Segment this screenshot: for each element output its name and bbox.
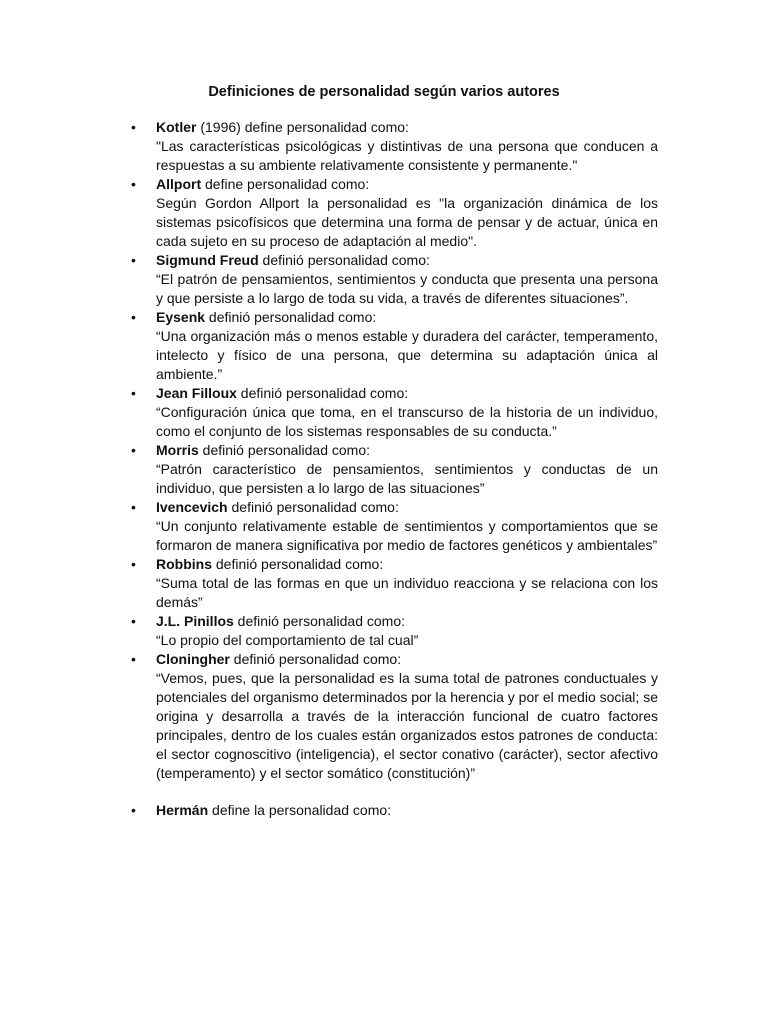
intro-text: definió personalidad como: xyxy=(233,613,406,629)
intro-text: definió personalidad como: xyxy=(198,442,371,458)
definition-text: “Vemos, pues, que la personalidad es la suma total de patrones conductuales y potenciales del organismo determinados por la herencia y por el medio social; se origina y desarrolla a través de la interacción funcional de cuatro factores principales, dentro de los cuales están organizados estos patrones de conducta: el sector cognoscitivo (inteligencia), el sector conativo (carácter), sector afectivo (temperamento) y el sector somático (constitución)” xyxy=(156,670,658,781)
author-name: Hermán xyxy=(156,802,209,818)
author-name: J.L. Pinillos xyxy=(156,613,234,629)
bullet-icon: • xyxy=(131,613,136,629)
intro-text: definió personalidad como: xyxy=(205,309,377,325)
definition-text: “Suma total de las formas en que un individuo reacciona y se relaciona con los demás” xyxy=(156,575,658,610)
list-item xyxy=(131,251,658,308)
item-heading xyxy=(156,555,658,574)
bullet-icon: • xyxy=(131,442,136,458)
intro-text: definió personalidad como: xyxy=(229,651,402,667)
author-name: Robbins xyxy=(156,556,212,572)
list-item xyxy=(131,384,658,441)
item-heading xyxy=(156,650,658,669)
list-item xyxy=(131,308,658,384)
bullet-icon: • xyxy=(131,802,136,818)
list-item xyxy=(131,650,658,783)
list-item xyxy=(131,498,658,555)
bullet-icon: • xyxy=(131,252,136,268)
author-name: Morris xyxy=(156,442,199,458)
author-name: Cloningher xyxy=(156,651,230,667)
definition-text: “Configuración única que toma, en el transcurso de la historia de un individuo, como el conjunto de los sistemas responsables de su conducta.” xyxy=(156,404,658,439)
author-name: Jean Filloux xyxy=(156,385,237,401)
item-heading xyxy=(156,308,658,327)
definition-text: “Lo propio del comportamiento de tal cual” xyxy=(156,632,419,648)
list-item xyxy=(131,175,658,251)
definition-text: Según Gordon Allport la personalidad es "la organización dinámica de los sistemas psicofísicos que determina una forma de pensar y de actuar, única en cada sujeto en su proceso de adaptación al medio". xyxy=(156,195,658,249)
item-heading xyxy=(156,498,658,517)
definition-text: “Un conjunto relativamente estable de sentimientos y comportamientos que se formaron de manera significativa por medio de factores genéticos y ambientales” xyxy=(156,518,658,553)
intro-text: definió personalidad como: xyxy=(236,385,409,401)
bullet-icon: • xyxy=(131,651,136,667)
bullet-icon: • xyxy=(131,176,136,192)
bullet-icon: • xyxy=(131,385,136,401)
bullet-icon: • xyxy=(131,499,136,515)
author-name: Allport xyxy=(156,176,202,192)
item-heading xyxy=(156,118,658,137)
bullet-icon: • xyxy=(131,309,136,325)
item-heading xyxy=(156,801,658,820)
intro-text: definió personalidad como: xyxy=(212,556,384,572)
list-item xyxy=(131,118,658,175)
item-heading xyxy=(156,441,658,460)
intro-text: define la personalidad como: xyxy=(208,802,392,818)
definition-text: “Una organización más o menos estable y duradera del carácter, temperamento, intelecto y físico de una persona, que determina su adaptación única al ambiente.” xyxy=(156,328,658,382)
author-name: Kotler xyxy=(156,119,197,135)
definition-text: “El patrón de pensamientos, sentimientos y conducta que presenta una persona y que persiste a lo largo de toda su vida, a través de diferentes situaciones”. xyxy=(156,271,658,306)
item-heading xyxy=(156,612,658,631)
bullet-icon: • xyxy=(131,119,136,135)
author-name: Sigmund Freud xyxy=(156,252,259,268)
list-item xyxy=(131,555,658,612)
intro-text: definió personalidad como: xyxy=(258,252,430,268)
list-item xyxy=(131,801,658,820)
definition-text: "Las características psicológicas y distintivas de una persona que conducen a respuestas a su ambiente relativamente consistente y permanente." xyxy=(156,138,658,173)
author-name: Eysenk xyxy=(156,309,206,325)
intro-text: (1996) define personalidad como: xyxy=(196,119,409,135)
definitions-list xyxy=(131,118,658,820)
definition-text: “Patrón característico de pensamientos, sentimientos y conductas de un individuo, que persisten a lo largo de las situaciones” xyxy=(156,461,658,496)
item-heading xyxy=(156,384,658,403)
author-name: Ivencevich xyxy=(156,499,228,515)
document-title: Definiciones de personalidad según varios autores xyxy=(208,84,560,100)
bullet-icon: • xyxy=(131,556,136,572)
item-heading xyxy=(156,251,658,270)
item-heading xyxy=(156,175,658,194)
intro-text: define personalidad como: xyxy=(201,176,370,192)
list-item xyxy=(131,441,658,498)
intro-text: definió personalidad como: xyxy=(227,499,399,515)
list-item xyxy=(131,612,658,650)
